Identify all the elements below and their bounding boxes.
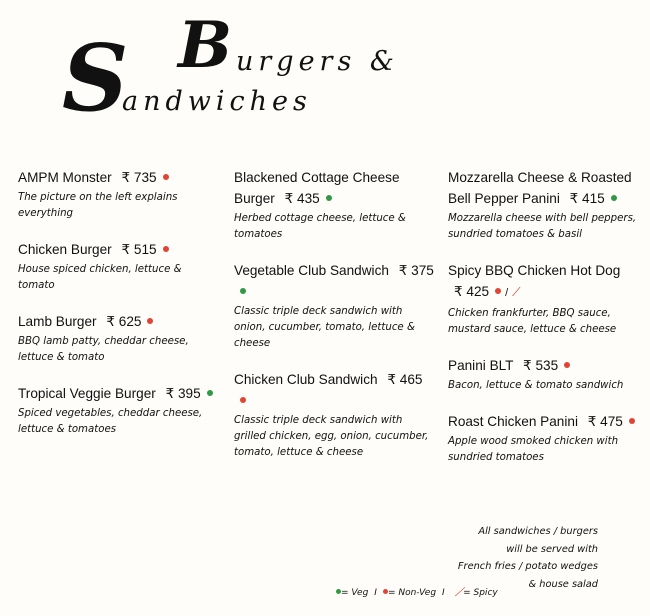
menu-item-name: Chicken Burger — [18, 242, 112, 257]
red-dot-icon — [163, 174, 169, 180]
legend-spicy-label: = Spicy — [463, 588, 498, 598]
red-dot-icon — [163, 246, 169, 252]
title-initial-s: S — [62, 24, 129, 132]
menu-item-title — [18, 311, 218, 332]
serving-note — [428, 523, 598, 593]
menu-item — [18, 311, 218, 366]
red-dot-icon — [629, 418, 635, 424]
menu-item-price: ₹ 475 — [587, 414, 623, 429]
menu-item-name: Tropical Veggie Burger — [18, 386, 156, 401]
chili-icon: ⟋ — [454, 585, 464, 599]
menu-item-name: Panini BLT — [448, 358, 514, 373]
menu-item — [18, 239, 218, 294]
red-dot-icon — [383, 589, 388, 594]
red-dot-icon — [147, 318, 153, 324]
menu-item-description: Spiced vegetables, cheddar cheese, lettuce & tomatoes — [18, 408, 203, 435]
menu-item-title — [448, 260, 648, 304]
menu-item-description: Classic triple deck sandwich with onion, cucumber, tomato, lettuce & cheese — [234, 306, 415, 349]
menu-item-price: ₹ 535 — [523, 358, 559, 373]
menu-item-description: House spiced chicken, lettuce & tomato — [18, 264, 182, 291]
menu-item-title — [448, 167, 648, 209]
menu-item-name: Lamb Burger — [18, 314, 97, 329]
menu-item-description: BBQ lamb patty, cheddar cheese, lettuce & tomato — [18, 336, 189, 363]
legend-separator: I — [374, 588, 377, 598]
menu-item-price: ₹ 415 — [569, 191, 605, 206]
menu-column-1 — [18, 167, 218, 455]
menu-item-title — [234, 369, 434, 411]
legend-separator: I — [442, 588, 445, 598]
green-dot-icon — [326, 195, 332, 201]
menu-item-description: Herbed cottage cheese, lettuce & tomatoes — [234, 213, 406, 240]
menu-item-price: ₹ 465 — [387, 372, 423, 387]
green-dot-icon — [611, 195, 617, 201]
chili-icon: ⟋ — [512, 284, 521, 299]
menu-item-price: ₹ 735 — [121, 170, 157, 185]
menu-title — [60, 8, 399, 134]
menu-item-description: Apple wood smoked chicken with sundried tomatoes — [448, 436, 619, 463]
menu-item-name: Chicken Club Sandwich — [234, 372, 378, 387]
menu-column-3 — [448, 167, 648, 483]
menu-item-description: The picture on the left explains everything — [18, 192, 178, 219]
menu-item-name: Mozzarella Cheese & Roasted Bell Pepper Panini — [448, 170, 632, 206]
menu-item-price: ₹ 515 — [121, 242, 157, 257]
menu-item-price: ₹ 625 — [106, 314, 142, 329]
menu-item-price: ₹ 395 — [165, 386, 201, 401]
menu-item-title — [234, 167, 434, 209]
menu-item-name: Vegetable Club Sandwich — [234, 263, 389, 278]
menu-column-2 — [234, 167, 434, 478]
green-dot-icon — [207, 390, 213, 396]
title-initial-b: B — [178, 8, 233, 83]
menu-item — [234, 167, 434, 243]
menu-item-title — [18, 383, 218, 404]
serving-note-line: French fries / potato wedges — [457, 561, 598, 572]
legend-separator: / — [505, 287, 509, 299]
title-line-2: andwiches — [122, 86, 312, 117]
menu-item-title — [18, 239, 218, 260]
serving-note-line: & house salad — [528, 578, 598, 590]
menu-item-description: Bacon, lettuce & tomato sandwich — [448, 380, 624, 391]
serving-note-line: All sandwiches / burgers — [478, 526, 598, 537]
red-dot-icon — [240, 397, 246, 403]
red-dot-icon — [495, 288, 501, 294]
menu-item-price: ₹ 375 — [398, 263, 434, 278]
menu-item-price: ₹ 435 — [284, 191, 320, 206]
menu-item — [18, 383, 218, 438]
green-dot-icon — [336, 589, 341, 594]
menu-item-title — [18, 167, 218, 188]
menu-item-price: ₹ 425 — [454, 284, 490, 299]
menu-item — [234, 369, 434, 461]
menu-item-name: Spicy BBQ Chicken Hot Dog — [448, 263, 621, 278]
red-dot-icon — [564, 362, 570, 368]
green-dot-icon — [240, 288, 246, 294]
legend-nonveg-label: = Non-Veg — [387, 588, 437, 598]
menu-item — [18, 167, 218, 222]
serving-note-line: will be served with — [506, 543, 598, 555]
menu-item-name: Blackened Cottage Cheese Burger — [234, 170, 400, 206]
menu-item-name: AMPM Monster — [18, 170, 112, 185]
menu-item-description: Chicken frankfurter, BBQ sauce, mustard sauce, lettuce & cheese — [448, 308, 617, 335]
menu-item — [448, 411, 648, 466]
legend-veg-label: = Veg — [341, 588, 369, 598]
legend — [336, 585, 498, 600]
menu-item-name: Roast Chicken Panini — [448, 414, 578, 429]
menu-item — [448, 355, 648, 394]
menu-item-title — [448, 355, 648, 376]
menu-item-description: Classic triple deck sandwich with grilled chicken, egg, onion, cucumber, tomato, lettuce & cheese — [234, 415, 429, 458]
menu-item-description: Mozzarella cheese with bell peppers, sundried tomatoes & basil — [448, 213, 637, 240]
menu-item — [448, 167, 648, 243]
title-line-1: urgers & — [236, 46, 399, 77]
menu-item — [448, 260, 648, 338]
menu-item — [234, 260, 434, 352]
menu-item-title — [234, 260, 434, 302]
menu-item-title — [448, 411, 648, 432]
